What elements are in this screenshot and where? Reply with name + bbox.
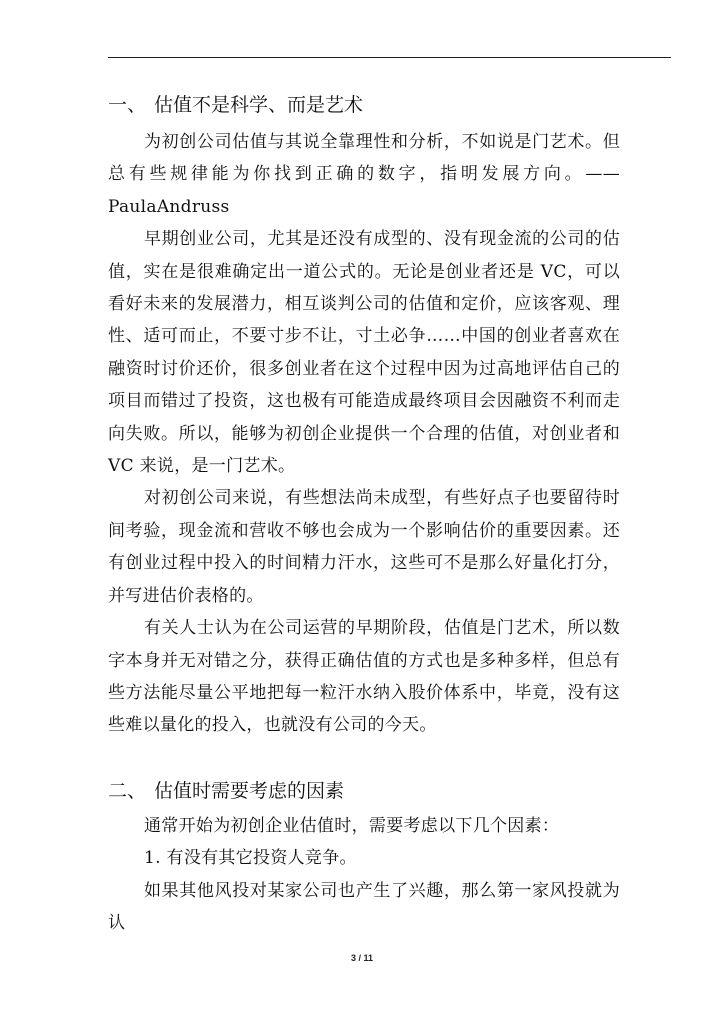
paragraph: 早期创业公司，尤其是还没有成型的、没有现金流的公司的估值，实在是很难确定出一道公式的。无论是创业者还是 VC，可以看好未来的发展潜力，相互谈判公司的估值和定价，应该客观、理性、适可而止，不要寸步不让，寸土必争……中国的创业者喜欢在融资时讨价还价，很多创业者在这个过程中因为过高地评估自己的项目而错过了投资，这也极有可能造成最终项目会因融资不利而走向失败。所以，能够为初创企业提供一个合理的估值，对创业者和 VC 来说，是一门艺术。 [108,229,620,477]
page-number: 3 / 11 [350,953,374,963]
section-title: 估值时需要考虑的因素 [154,779,345,802]
header-rule [108,57,671,58]
document-body [108,90,620,939]
paragraph: 有关人士认为在公司运营的早期阶段，估值是门艺术，所以数字本身并无对错之分，获得正确估值的方式也是多种多样，但总有些方法能尽量公平地把每一粒汗水纳入股价体系中，毕竟，没有这些难以量化的投入，也就没有公司的今天。 [108,618,620,736]
section-number: 一、 [108,94,147,116]
section-title: 估值不是科学、而是艺术 [154,94,364,116]
section-heading-2 [108,776,620,806]
section-heading-1 [108,90,620,120]
paragraph: 为初创公司估值与其说全靠理性和分析，不如说是门艺术。但总有些规律能为你找到正确的数字，指明发展方向。——PaulaAndruss [108,132,620,217]
paragraph: 对初创公司来说，有些想法尚未成型，有些好点子也要留待时间考验，现金流和营收不够也会成为一个影响估价的重要因素。还有创业过程中投入的时间精力汗水，这些可不是那么好量化打分，并写进估价表格的。 [108,488,620,606]
list-item: 1. 有没有其它投资人竞争。 [144,848,357,869]
section-number: 二、 [108,779,147,802]
paragraph: 通常开始为初创企业估值时，需要考虑以下几个因素： [144,815,560,836]
paragraph: 如果其他风投对某家公司也产生了兴趣，那么第一家风投就为认 [108,880,620,933]
